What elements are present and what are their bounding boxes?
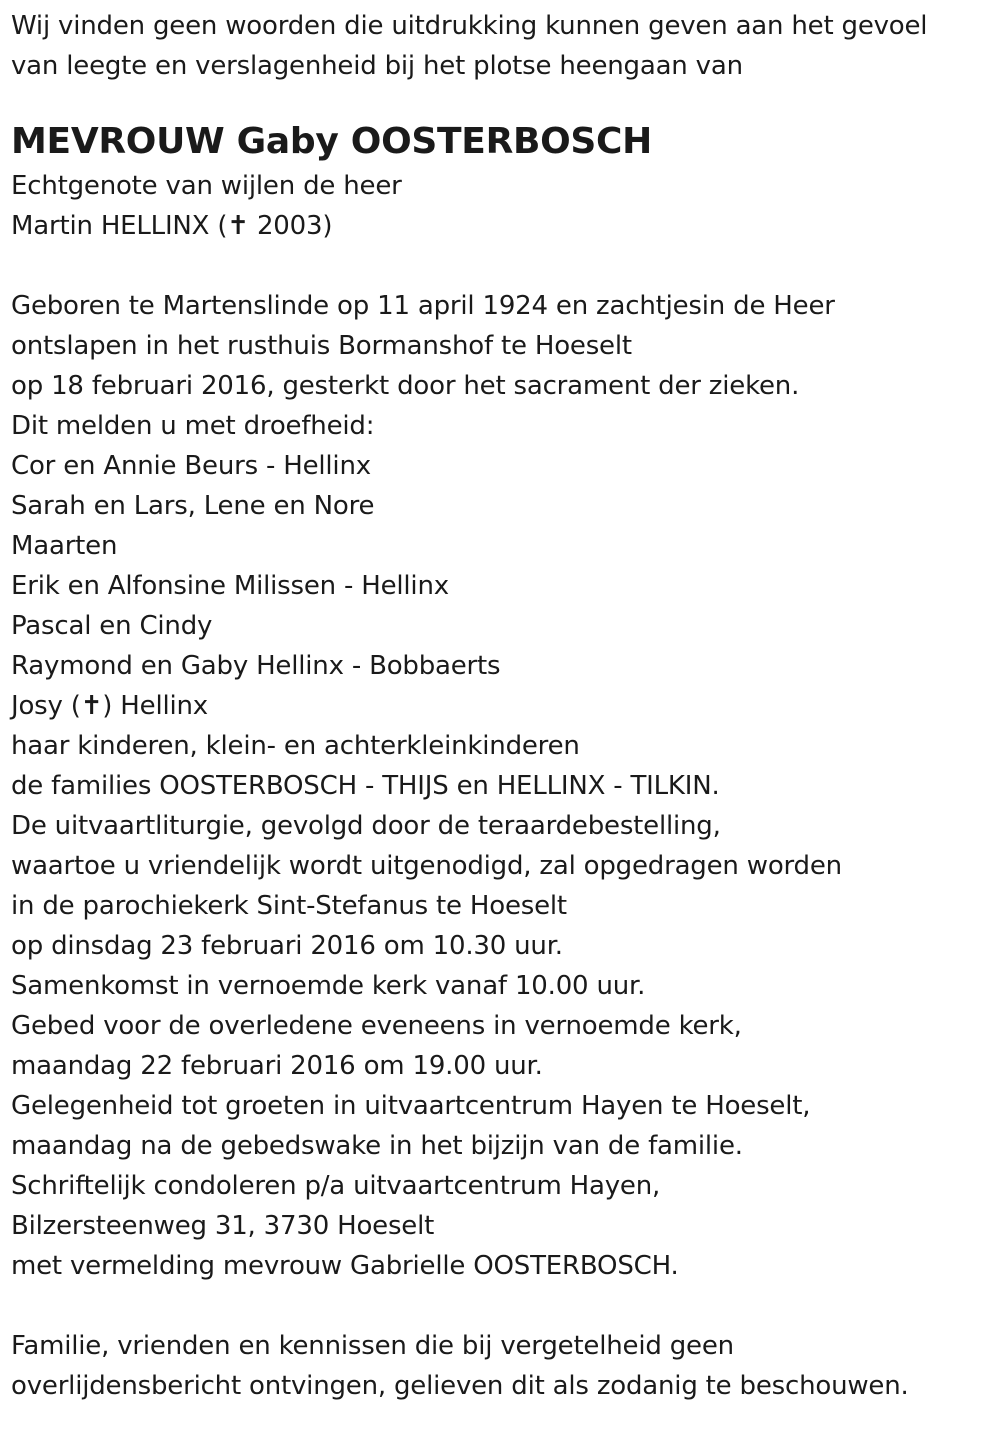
- body-line: maandag 22 februari 2016 om 19.00 uur.: [11, 1051, 543, 1081]
- intro-line: Wij vinden geen woorden die uitdrukking kunnen geven aan het gevoel: [11, 11, 928, 41]
- deceased-name-title: MEVROUW Gaby OOSTERBOSCH: [11, 121, 653, 162]
- announcement-body: [11, 286, 991, 1286]
- spacer: [11, 1286, 991, 1326]
- closing-line: overlijdensbericht ontvingen, gelieven dit als zodanig te beschouwen.: [11, 1371, 909, 1401]
- body-line: op dinsdag 23 februari 2016 om 10.30 uur.: [11, 931, 563, 961]
- spouse-paragraph: [11, 166, 991, 246]
- body-line: Maarten: [11, 531, 118, 561]
- intro-line: van leegte en verslagenheid bij het plotse heengaan van: [11, 51, 743, 81]
- body-line: Pascal en Cindy: [11, 611, 213, 641]
- spacer: [11, 246, 991, 286]
- body-line: ontslapen in het rusthuis Bormanshof te Hoeselt: [11, 331, 632, 361]
- closing-line: Familie, vrienden en kennissen die bij vergetelheid geen: [11, 1331, 734, 1361]
- body-line: de families OOSTERBOSCH - THIJS en HELLINX - TILKIN.: [11, 771, 720, 801]
- body-line: Gelegenheid tot groeten in uitvaartcentrum Hayen te Hoeselt,: [11, 1091, 811, 1121]
- closing-paragraph: [11, 1326, 991, 1406]
- body-line: op 18 februari 2016, gesterkt door het sacrament der zieken.: [11, 371, 800, 401]
- body-line: Gebed voor de overledene eveneens in vernoemde kerk,: [11, 1011, 742, 1041]
- body-line: Raymond en Gaby Hellinx - Bobbaerts: [11, 651, 501, 681]
- body-line: Josy (✝) Hellinx: [11, 691, 208, 721]
- body-line: in de parochiekerk Sint-Stefanus te Hoeselt: [11, 891, 567, 921]
- body-line: De uitvaartliturgie, gevolgd door de teraardebestelling,: [11, 811, 721, 841]
- body-line: Schriftelijk condoleren p/a uitvaartcentrum Hayen,: [11, 1171, 661, 1201]
- body-line: met vermelding mevrouw Gabrielle OOSTERBOSCH.: [11, 1251, 679, 1281]
- obituary-notice: [11, 6, 991, 1406]
- body-line: Dit melden u met droefheid:: [11, 411, 375, 441]
- body-line: maandag na de gebedswake in het bijzijn van de familie.: [11, 1131, 743, 1161]
- spouse-line: Martin HELLINX (✝ 2003): [11, 211, 333, 241]
- body-line: Geboren te Martenslinde op 11 april 1924 en zachtjesin de Heer: [11, 291, 835, 321]
- body-line: waartoe u vriendelijk wordt uitgenodigd, zal opgedragen worden: [11, 851, 842, 881]
- body-line: Bilzersteenweg 31, 3730 Hoeselt: [11, 1211, 435, 1241]
- body-line: Samenkomst in vernoemde kerk vanaf 10.00 uur.: [11, 971, 646, 1001]
- body-line: haar kinderen, klein- en achterkleinkinderen: [11, 731, 580, 761]
- spouse-line: Echtgenote van wijlen de heer: [11, 171, 402, 201]
- body-line: Erik en Alfonsine Milissen - Hellinx: [11, 571, 449, 601]
- intro-paragraph: [11, 6, 991, 86]
- body-line: Sarah en Lars, Lene en Nore: [11, 491, 375, 521]
- body-line: Cor en Annie Beurs - Hellinx: [11, 451, 371, 481]
